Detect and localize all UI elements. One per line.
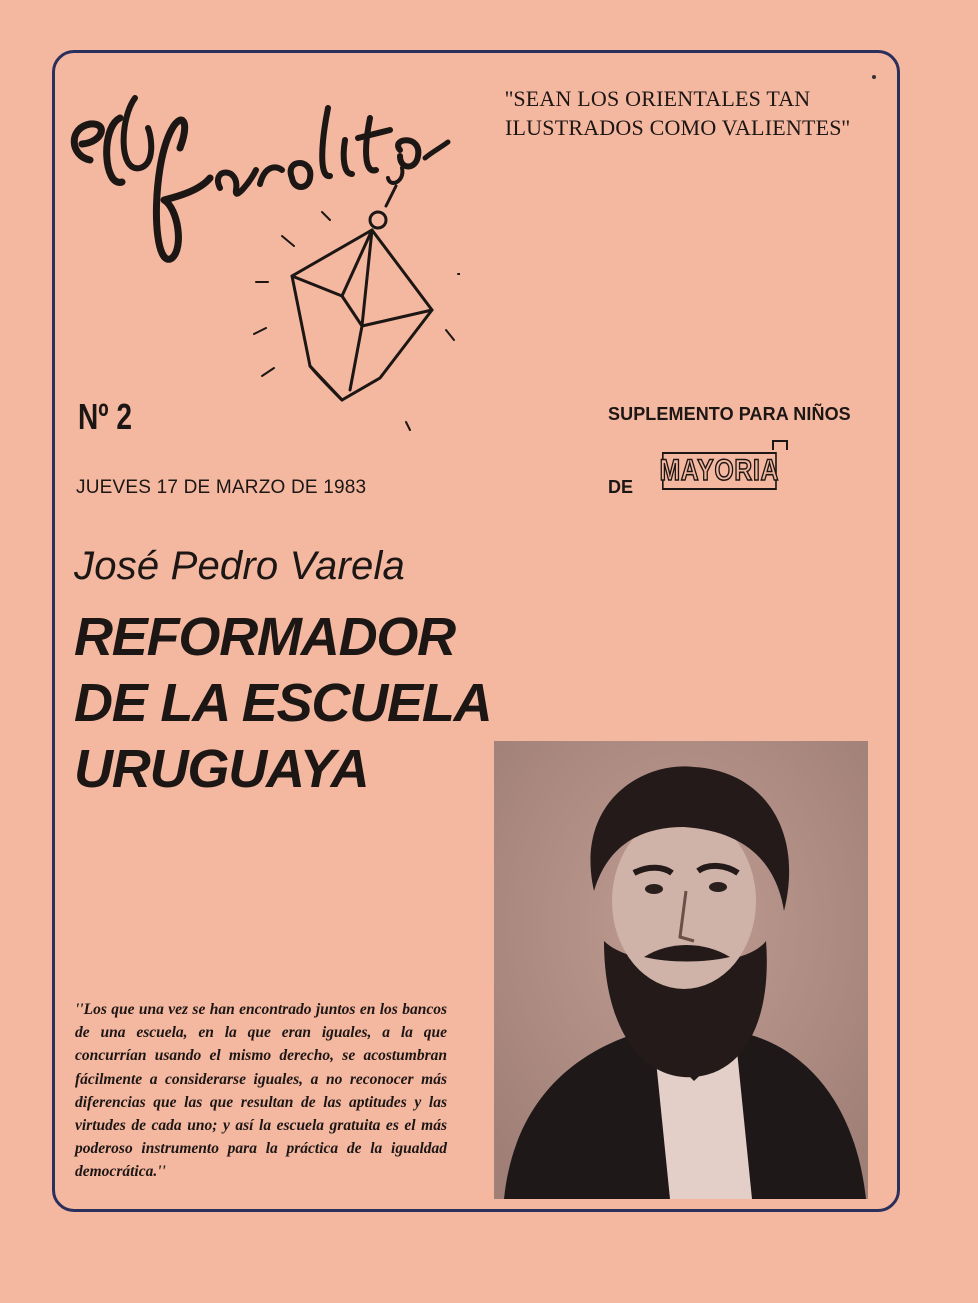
subject-name: José Pedro Varela: [74, 544, 405, 588]
headline-line-3: URUGUAYA: [74, 739, 369, 799]
de-label: DE: [608, 477, 634, 497]
farolito-logo: [60, 78, 460, 438]
motto-quote: ''SEAN LOS ORIENTALES TAN ILUSTRADOS COMO VALIENTES'': [505, 86, 850, 140]
issue-number: Nº 2: [78, 396, 132, 437]
headline: [74, 604, 491, 802]
mayoria-logo-flag: [772, 440, 788, 450]
ink-speck: [872, 75, 876, 79]
headline-line-1: REFORMADOR: [74, 607, 455, 667]
quote-text: ''Los que una vez se han encontrado juntos en los bancos de una escuela, en la que eran iguales, a la que concurrían usando el mismo derecho, se acostumbran fácilmente a considerarse iguales, a no reconocer más diferencias que las que resultan de las aptitudes y las virtudes de cada uno; y así la escuela gratuita es el más poderoso instrumento para la práctica de la igualdad democrática.'': [75, 1001, 447, 1181]
mayoria-logo: MAYORIA: [662, 452, 777, 490]
issue-date: JUEVES 17 DE MARZO DE 1983: [76, 477, 367, 498]
headline-line-2: DE LA ESCUELA: [74, 673, 492, 733]
portrait-photo: [494, 741, 868, 1199]
supplement-label: SUPLEMENTO PARA NIÑOS: [608, 404, 851, 424]
